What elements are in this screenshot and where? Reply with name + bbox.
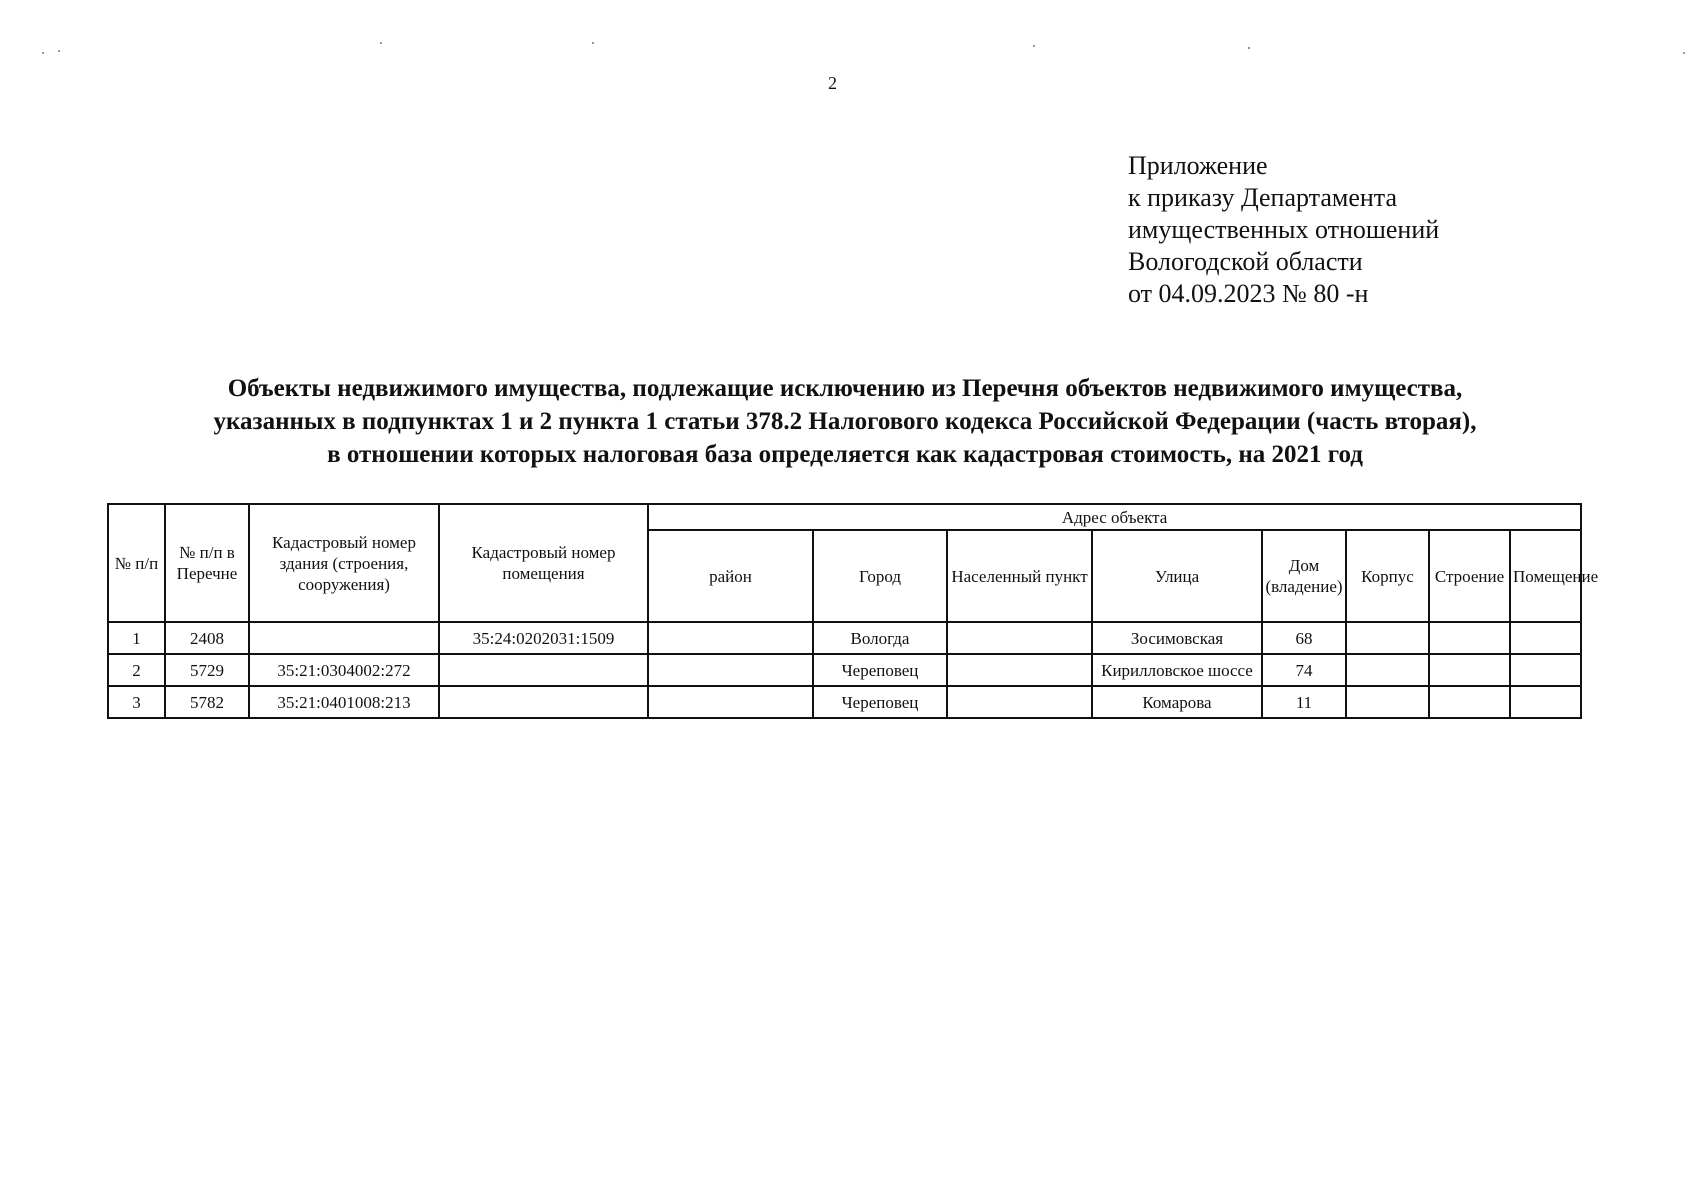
- cell-street: Комарова: [1092, 686, 1262, 718]
- header-house: Дом (владение): [1262, 530, 1346, 622]
- cell-korpus: [1346, 654, 1429, 686]
- header-stroenie: Строение: [1429, 530, 1510, 622]
- header-address-group: Адрес объекта: [648, 504, 1581, 530]
- cell-district: [648, 654, 813, 686]
- cell-settlement: [947, 686, 1092, 718]
- header-city: Город: [813, 530, 947, 622]
- appendix-line: Приложение: [1128, 151, 1268, 180]
- appendix-block: [1128, 150, 1439, 310]
- cell-list-num: 5782: [165, 686, 249, 718]
- scan-speck: [42, 52, 44, 54]
- cell-building-cadastral: 35:21:0401008:213: [249, 686, 439, 718]
- scan-speck: [592, 42, 594, 44]
- cell-pomeshchenie: [1510, 654, 1581, 686]
- scan-speck: [380, 42, 382, 44]
- cell-street: Зосимовская: [1092, 622, 1262, 654]
- cell-city: Вологда: [813, 622, 947, 654]
- cell-num: 1: [108, 622, 165, 654]
- cell-stroenie: [1429, 654, 1510, 686]
- page-number: 2: [828, 73, 837, 93]
- header-district: район: [648, 530, 813, 622]
- cell-city: Череповец: [813, 686, 947, 718]
- cell-district: [648, 622, 813, 654]
- cell-house: 74: [1262, 654, 1346, 686]
- cell-korpus: [1346, 622, 1429, 654]
- cell-premises-cadastral: 35:24:0202031:1509: [439, 622, 648, 654]
- document-title: [100, 372, 1590, 471]
- scan-speck: [1248, 47, 1250, 49]
- appendix-line: имущественных отношений: [1128, 215, 1440, 244]
- cell-street: Кирилловское шоссе: [1092, 654, 1262, 686]
- cell-num: 3: [108, 686, 165, 718]
- title-line: указанных в подпунктах 1 и 2 пункта 1 статьи 378.2 Налогового кодекса Российской Федерации (часть вторая),: [213, 408, 1477, 435]
- title-line: в отношении которых налоговая база определяется как кадастровая стоимость, на 2021 год: [327, 441, 1363, 468]
- objects-table: [107, 503, 1599, 719]
- header-street: Улица: [1092, 530, 1262, 622]
- cell-list-num: 2408: [165, 622, 249, 654]
- cell-settlement: [947, 654, 1092, 686]
- header-settlement: Населенный пункт: [947, 530, 1092, 622]
- scan-speck: [1033, 45, 1035, 47]
- appendix-line: к приказу Департамента: [1128, 183, 1398, 212]
- header-building-cadastral: Кадастровый номер здания (строения, сооружения): [249, 504, 439, 622]
- cell-stroenie: [1429, 686, 1510, 718]
- cell-num: 2: [108, 654, 165, 686]
- header-num: № п/п: [108, 504, 165, 622]
- appendix-line: от 04.09.2023 № 80 -н: [1128, 279, 1369, 308]
- cell-korpus: [1346, 686, 1429, 718]
- cell-district: [648, 686, 813, 718]
- cell-premises-cadastral: [439, 686, 648, 718]
- cell-list-num: 5729: [165, 654, 249, 686]
- header-pomeshchenie: Помещение: [1510, 530, 1581, 622]
- cell-building-cadastral: [249, 622, 439, 654]
- header-list-num: № п/п в Перечне: [165, 504, 249, 622]
- scan-speck: [58, 50, 60, 52]
- cell-premises-cadastral: [439, 654, 648, 686]
- cell-building-cadastral: 35:21:0304002:272: [249, 654, 439, 686]
- cell-city: Череповец: [813, 654, 947, 686]
- table-row: [108, 654, 1581, 686]
- cell-pomeshchenie: [1510, 622, 1581, 654]
- cell-house: 68: [1262, 622, 1346, 654]
- header-korpus: Корпус: [1346, 530, 1429, 622]
- scan-speck: [1683, 52, 1685, 54]
- cell-stroenie: [1429, 622, 1510, 654]
- table-row: [108, 622, 1581, 654]
- cell-pomeshchenie: [1510, 686, 1581, 718]
- table-row: [108, 686, 1581, 718]
- appendix-line: Вологодской области: [1128, 247, 1363, 276]
- cell-settlement: [947, 622, 1092, 654]
- header-premises-cadastral: Кадастровый номер помещения: [439, 504, 648, 622]
- title-line: Объекты недвижимого имущества, подлежащие исключению из Перечня объектов недвижимого имущества,: [227, 375, 1463, 402]
- cell-house: 11: [1262, 686, 1346, 718]
